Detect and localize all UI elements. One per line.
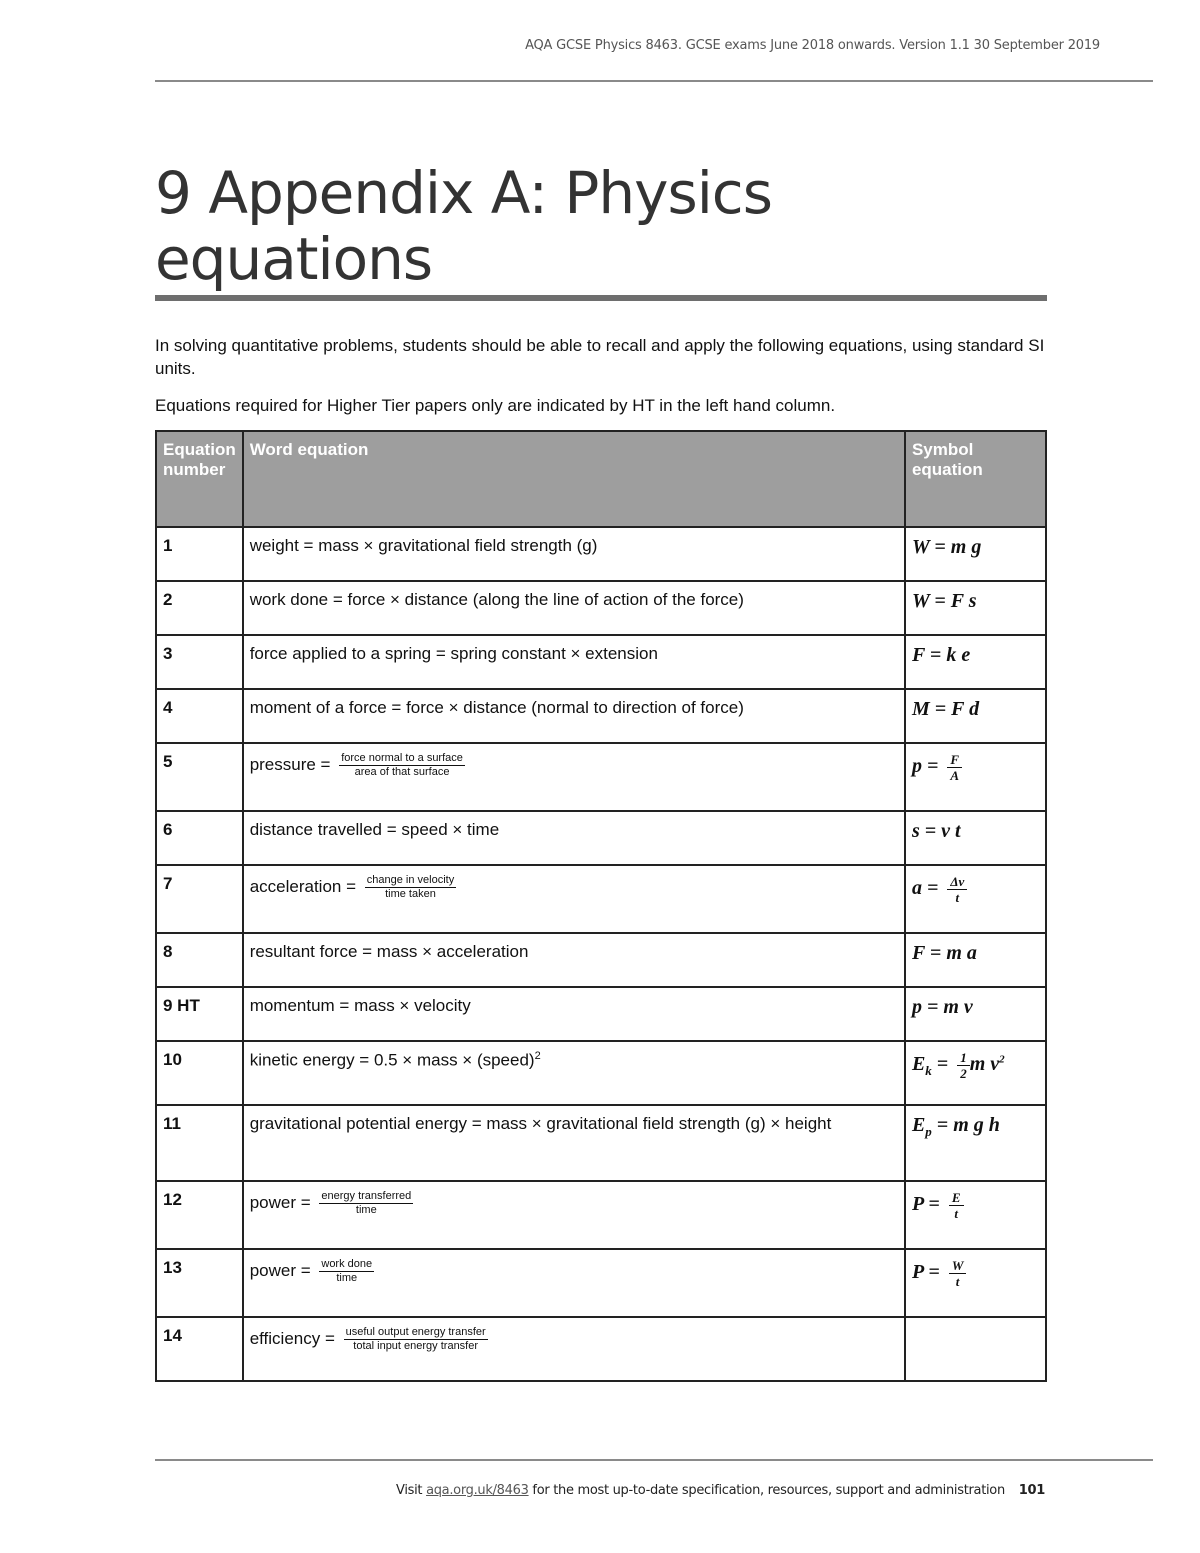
footer xyxy=(396,1483,1045,1498)
fraction-denominator: t xyxy=(955,890,960,905)
superscript: 2 xyxy=(999,1053,1005,1066)
page-number: 101 xyxy=(1018,1483,1045,1498)
word-equation xyxy=(243,865,905,933)
fraction-denominator: area of that surface xyxy=(354,766,450,778)
table-row xyxy=(156,987,1046,1041)
equation-number: 12 xyxy=(156,1181,243,1249)
word-fraction xyxy=(344,1326,488,1353)
equation-number: 11 xyxy=(156,1105,243,1181)
word-equation: weight = mass × gravitational field strength (g) xyxy=(243,527,905,581)
footer-prefix: Visit xyxy=(396,1483,423,1498)
symbol-letter: E xyxy=(911,1114,926,1136)
footer-divider xyxy=(155,1459,1153,1461)
intro-text xyxy=(155,334,1045,431)
table-row xyxy=(156,933,1046,987)
symbol-fraction xyxy=(947,752,962,783)
fraction-denominator: total input energy transfer xyxy=(353,1340,479,1352)
symbol-equation xyxy=(905,1181,1046,1249)
fraction-numerator: E xyxy=(949,1190,964,1206)
word-fraction xyxy=(339,752,465,779)
table-row xyxy=(156,811,1046,865)
word-equation xyxy=(243,743,905,811)
symbol-equation: F = m a xyxy=(905,933,1046,987)
equation-number: 7 xyxy=(156,865,243,933)
equation-number: 9 HT xyxy=(156,987,243,1041)
fraction-numerator: W xyxy=(949,1258,967,1274)
symbol-fraction xyxy=(949,1258,967,1289)
subscript: k xyxy=(925,1063,932,1079)
table-row xyxy=(156,743,1046,811)
word-equation xyxy=(243,1249,905,1317)
symbol-equation: W = F s xyxy=(905,581,1046,635)
fraction-numerator: work done xyxy=(321,1258,373,1270)
symbol-fraction xyxy=(947,874,967,905)
equation-number: 13 xyxy=(156,1249,243,1317)
word-equation xyxy=(243,1181,905,1249)
word-equation xyxy=(243,1317,905,1381)
equation-number: 10 xyxy=(156,1041,243,1105)
equation-number: 5 xyxy=(156,743,243,811)
symbol-letter: E xyxy=(911,1053,926,1076)
header-equation-number: Equation number xyxy=(156,431,243,527)
table-row xyxy=(156,1249,1046,1317)
word-equation-label: acceleration = xyxy=(249,876,357,896)
fraction-numerator: energy transferred xyxy=(321,1190,412,1202)
table-row xyxy=(156,689,1046,743)
equation-number: 3 xyxy=(156,635,243,689)
word-equation-label: power = xyxy=(249,1260,311,1280)
symbol-equation: F = k e xyxy=(905,635,1046,689)
header-divider xyxy=(155,80,1153,82)
table-row xyxy=(156,635,1046,689)
fraction-numerator: useful output energy transfer xyxy=(345,1326,486,1338)
word-equation: force applied to a spring = spring constant × extension xyxy=(243,635,905,689)
word-equation: moment of a force = force × distance (normal to direction of force) xyxy=(243,689,905,743)
symbol-equation: s = v t xyxy=(905,811,1046,865)
running-header: AQA GCSE Physics 8463. GCSE exams June 2018 onwards. Version 1.1 30 September 2019 xyxy=(525,38,1100,53)
subscript: p xyxy=(925,1124,932,1139)
equation-number: 8 xyxy=(156,933,243,987)
table-row xyxy=(156,1181,1046,1249)
equation-number: 1 xyxy=(156,527,243,581)
intro-paragraph-1: In solving quantitative problems, students should be able to recall and apply the following equations, using standard SI units. xyxy=(155,336,1045,378)
intro-paragraph-2: Equations required for Higher Tier papers only are indicated by HT in the left hand column. xyxy=(155,396,836,415)
symbol-equation: p = m v xyxy=(905,987,1046,1041)
word-equation: gravitational potential energy = mass × gravitational field strength (g) × height xyxy=(243,1105,905,1181)
fraction-numerator: force normal to a surface xyxy=(341,752,463,764)
symbol-equation: M = F d xyxy=(905,689,1046,743)
word-equation xyxy=(243,1041,905,1105)
fraction-denominator: time xyxy=(336,1272,358,1284)
page-title: 9 Appendix A: Physics equations xyxy=(155,159,772,293)
equation-number: 2 xyxy=(156,581,243,635)
symbol-prefix: a = xyxy=(911,877,939,900)
symbol-fraction xyxy=(949,1190,964,1221)
fraction-denominator: time xyxy=(355,1204,377,1216)
word-fraction xyxy=(319,1190,413,1217)
word-fraction xyxy=(319,1258,374,1285)
header-word-equation: Word equation xyxy=(243,431,905,527)
table-header-row xyxy=(156,431,1046,527)
symbol-equation xyxy=(905,1317,1046,1381)
equation-number: 6 xyxy=(156,811,243,865)
superscript: 2 xyxy=(534,1050,541,1062)
table-row xyxy=(156,1041,1046,1105)
word-equation-text: kinetic energy = 0.5 × mass × (speed) xyxy=(249,1050,535,1070)
fraction-numerator: change in velocity xyxy=(366,874,455,886)
word-equation: distance travelled = speed × time xyxy=(243,811,905,865)
word-equation: resultant force = mass × acceleration xyxy=(243,933,905,987)
symbol-equation xyxy=(905,865,1046,933)
spec-link[interactable]: aqa.org.uk/8463 xyxy=(426,1483,529,1498)
symbol-prefix: P = xyxy=(911,1261,940,1284)
fraction-denominator: A xyxy=(950,768,960,783)
word-equation-label: efficiency = xyxy=(249,1328,335,1348)
title-underline xyxy=(155,295,1047,301)
symbol-equation xyxy=(905,1041,1046,1105)
table-row xyxy=(156,527,1046,581)
header-symbol-equation: Symbol equation xyxy=(905,431,1046,527)
fraction-denominator: t xyxy=(954,1206,958,1221)
fraction-denominator: t xyxy=(955,1274,960,1289)
symbol-rest: m v xyxy=(969,1053,1000,1076)
symbol-rest: = m g h xyxy=(931,1114,1000,1136)
word-equation-label: pressure = xyxy=(249,754,331,774)
symbol-fraction xyxy=(957,1050,970,1081)
table-row xyxy=(156,1105,1046,1181)
fraction-denominator: time taken xyxy=(385,888,436,900)
word-equation: work done = force × distance (along the line of action of the force) xyxy=(243,581,905,635)
table-row xyxy=(156,581,1046,635)
symbol-prefix: P = xyxy=(911,1193,940,1216)
symbol-equation xyxy=(905,1249,1046,1317)
word-fraction xyxy=(365,874,456,901)
symbol-prefix: p = xyxy=(911,755,939,778)
fraction-denominator: 2 xyxy=(960,1066,967,1081)
table-row xyxy=(156,1317,1046,1381)
symbol-equation: W = m g xyxy=(905,527,1046,581)
word-equation: momentum = mass × velocity xyxy=(243,987,905,1041)
equations-table xyxy=(155,430,1047,1382)
word-equation-label: power = xyxy=(249,1192,311,1212)
table-row xyxy=(156,865,1046,933)
equation-number: 4 xyxy=(156,689,243,743)
symbol-equation xyxy=(905,743,1046,811)
fraction-numerator: Δv xyxy=(947,874,967,890)
equation-number: 14 xyxy=(156,1317,243,1381)
symbol-equals: = xyxy=(931,1053,954,1076)
footer-text: for the most up-to-date specification, resources, support and administration xyxy=(532,1483,1005,1498)
fraction-numerator: F xyxy=(947,752,962,768)
symbol-equation xyxy=(905,1105,1046,1181)
fraction-numerator: 1 xyxy=(957,1050,970,1066)
